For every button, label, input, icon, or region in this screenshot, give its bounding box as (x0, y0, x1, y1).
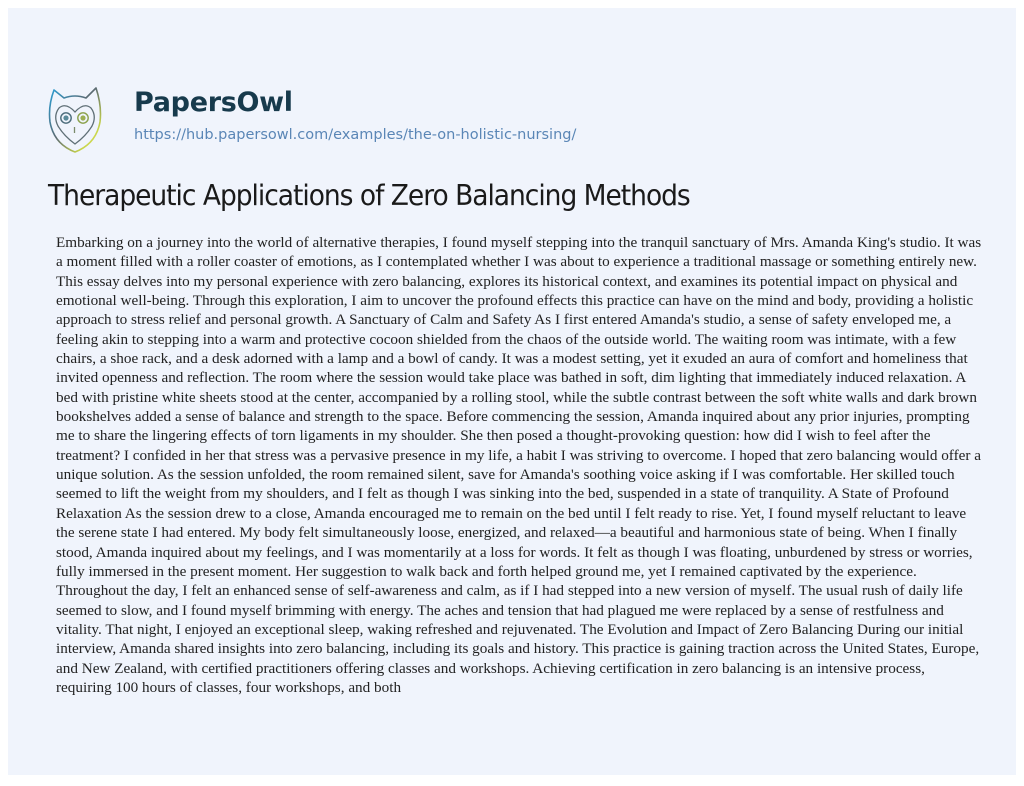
brand-name[interactable]: PapersOwl (134, 87, 293, 118)
brand-block (134, 86, 576, 144)
source-url-link[interactable]: https://hub.papersowl.com/examples/the-on-holistic-nursing/ (134, 127, 577, 143)
owl-logo-icon[interactable] (44, 78, 106, 158)
document-title: Therapeutic Applications of Zero Balancing Methods (48, 179, 690, 212)
page-card (8, 8, 1016, 775)
essay-body-text: Embarking on a journey into the world of alternative therapies, I found myself stepping into the tranquil sanctuary of Mrs. Amanda King's studio. It was a moment filled with a roller coaster of emotions, as I contemplated whether I was about to experience a traditional massage or something entirely new. This essay delves into my personal experience with zero balancing, explores its historical context, and examines its potential impact on physical and emotional well-being. Through this exploration, I aim to uncover the profound effects this practice can have on the mind and body, providing a holistic approach to stress relief and personal growth. A Sanctuary of Calm and Safety As I first entered Amanda's studio, a sense of safety enveloped me, a feeling akin to stepping into a warm and protective cocoon shielded from the chaos of the outside world. The waiting room was intimate, with a few chairs, a shoe rack, and a desk adorned with a lamp and a bowl of candy. It was a modest setting, yet it exuded an aura of comfort and homeliness that invited openness and reflection. The room where the session would take place was bathed in soft, dim lighting that immediately induced relaxation. A bed with pristine white sheets stood at the center, accompanied by a rolling stool, while the subtle contrast between the soft white walls and dark brown bookshelves added a sense of balance and strength to the space. Before commencing the session, Amanda inquired about any prior injuries, prompting me to share the lingering effects of torn ligaments in my shoulder. She then posed a thought-provoking question: how did I wish to feel after the treatment? I confided in her that stress was a pervasive presence in my life, a habit I was striving to overcome. I hoped that zero balancing would offer a unique solution. As the session unfolded, the room remained silent, save for Amanda's soothing voice asking if I was comfortable. Her skilled touch seemed to lift the weight from my shoulders, and I felt as though I was sinking into the bed, suspended in a state of tranquility. A State of Profound Relaxation As the session drew to a close, Amanda encouraged me to remain on the bed until I felt ready to rise. Yet, I found myself reluctant to leave the serene state I had entered. My body felt simultaneously loose, energized, and relaxed—a beautiful and harmonious state of being. When I finally stood, Amanda inquired about my feelings, and I was momentarily at a loss for words. It felt as though I was floating, unburdened by stress or worries, fully immersed in the present moment. Her suggestion to walk back and forth helped ground me, yet I remained captivated by the experience. Throughout the day, I felt an enhanced sense of self-awareness and calm, as if I had stepped into a new version of myself. The usual rush of daily life seemed to slow, and I found myself brimming with energy. The aches and tension that had plagued me were replaced by a sense of restfulness and vitality. That night, I enjoyed an exceptional sleep, waking refreshed and rejuvenated. The Evolution and Impact of Zero Balancing During our initial interview, Amanda shared insights into zero balancing, including its goals and history. This practice is gaining traction across the United States, Europe, and New Zealand, with certified practitioners offering classes and workshops. Achieving certification in zero balancing is an intensive process, requiring 100 hours of classes, four workshops, and both (56, 234, 982, 696)
site-header (44, 70, 576, 166)
